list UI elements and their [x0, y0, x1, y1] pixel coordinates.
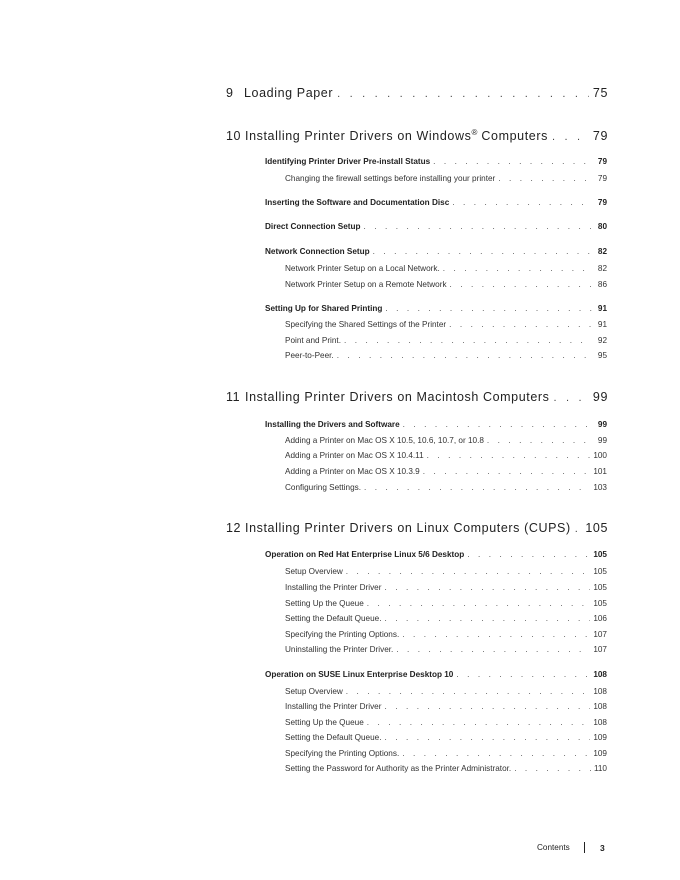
toc-subsection-entry[interactable]: Adding a Printer on Mac OS X 10.5, 10.6, 10.7, or 10.8 . . . 99 — [285, 436, 607, 445]
toc-section-entry[interactable]: Operation on Red Hat Enterprise Linux 5/6 Desktop . . . 105 — [265, 550, 607, 559]
chapter-number: 10 — [226, 129, 242, 143]
toc-subsection-entry[interactable]: Peer-to-Peer. . . . 95 — [285, 351, 607, 360]
chapter-number: 12 — [226, 521, 242, 535]
toc-subsection-entry[interactable]: Network Printer Setup on a Local Network. . . . 82 — [285, 264, 607, 273]
toc-subsection-entry[interactable]: Specifying the Printing Options. . . . 107 — [285, 630, 607, 639]
footer-page-number: 3 — [600, 843, 605, 853]
chapter-10-entry[interactable] — [226, 128, 608, 143]
toc-subsection-entry[interactable]: Setting the Default Queue. . . . 109 — [285, 733, 607, 742]
chapter-11-entry[interactable] — [226, 390, 608, 404]
leader-dots — [575, 523, 582, 535]
toc-subsection-entry[interactable]: Setting the Password for Authority as the Printer Administrator. . . . 110 — [285, 764, 607, 773]
leader-dots — [554, 392, 589, 404]
leader-dots — [337, 88, 589, 100]
toc-section-entry[interactable]: Network Connection Setup . . . 82 — [265, 247, 607, 256]
chapter-12-entry[interactable] — [226, 521, 608, 535]
toc-subsection-entry[interactable]: Adding a Printer on Mac OS X 10.3.9 . . . 101 — [285, 467, 607, 476]
toc-subsection-entry[interactable]: Specifying the Printing Options. . . . 109 — [285, 749, 607, 758]
toc-section-entry[interactable]: Operation on SUSE Linux Enterprise Desktop 10 . . . 108 — [265, 670, 607, 679]
toc-section-entry[interactable]: Inserting the Software and Documentation Disc . . . 79 — [265, 198, 607, 207]
chapter-title: Installing Printer Drivers on Macintosh Computers — [245, 390, 550, 404]
toc-section-entry[interactable]: Setting Up for Shared Printing . . . 91 — [265, 304, 607, 313]
chapter-number: 11 — [226, 390, 241, 404]
chapter-number: 9 — [226, 86, 234, 100]
toc-section-entry[interactable]: Installing the Drivers and Software . . . 99 — [265, 420, 607, 429]
toc-subsection-entry[interactable]: Point and Print. . . . 92 — [285, 336, 607, 345]
leader-dots — [552, 131, 589, 143]
toc-subsection-entry[interactable]: Configuring Settings. . . . 103 — [285, 483, 607, 492]
toc-subsection-entry[interactable]: Setup Overview . . . 108 — [285, 687, 607, 696]
chapter-page: 99 — [592, 390, 608, 404]
chapter-title: Installing Printer Drivers on Linux Computers (CUPS) — [245, 521, 571, 535]
toc-subsection-entry[interactable]: Uninstalling the Printer Driver. . . . 107 — [285, 645, 607, 654]
toc-section-entry[interactable]: Identifying Printer Driver Pre-install Status . . . 79 — [265, 157, 607, 166]
toc-subsection-entry[interactable]: Installing the Printer Driver . . . 108 — [285, 702, 607, 711]
toc-subsection-entry[interactable]: Setup Overview . . . 105 — [285, 567, 607, 576]
footer-divider — [584, 842, 585, 853]
toc-section-entry[interactable]: Direct Connection Setup . . . 80 — [265, 222, 607, 231]
chapter-title: Installing Printer Drivers on Windows® Computers — [245, 128, 548, 143]
registered-mark: ® — [471, 128, 478, 137]
chapter-title: Loading Paper — [244, 86, 334, 100]
chapter-page: 79 — [592, 129, 608, 143]
toc-subsection-entry[interactable]: Setting Up the Queue . . . 108 — [285, 718, 607, 727]
toc-subsection-entry[interactable]: Changing the firewall settings before installing your printer . . . 79 — [285, 174, 607, 183]
toc-subsection-entry[interactable]: Specifying the Shared Settings of the Printer . . . 91 — [285, 320, 607, 329]
toc-subsection-entry[interactable]: Setting the Default Queue. . . . 106 — [285, 614, 607, 623]
footer-section-label: Contents — [537, 843, 570, 852]
toc-subsection-entry[interactable]: Installing the Printer Driver . . . 105 — [285, 583, 607, 592]
chapter-page: 75 — [592, 86, 608, 100]
chapter-9-entry[interactable] — [226, 86, 608, 100]
chapter-page: 105 — [585, 521, 608, 535]
toc-subsection-entry[interactable]: Network Printer Setup on a Remote Network . . . 86 — [285, 280, 607, 289]
toc-subsection-entry[interactable]: Setting Up the Queue . . . 105 — [285, 599, 607, 608]
toc-subsection-entry[interactable]: Adding a Printer on Mac OS X 10.4.11 . . . 100 — [285, 451, 607, 460]
